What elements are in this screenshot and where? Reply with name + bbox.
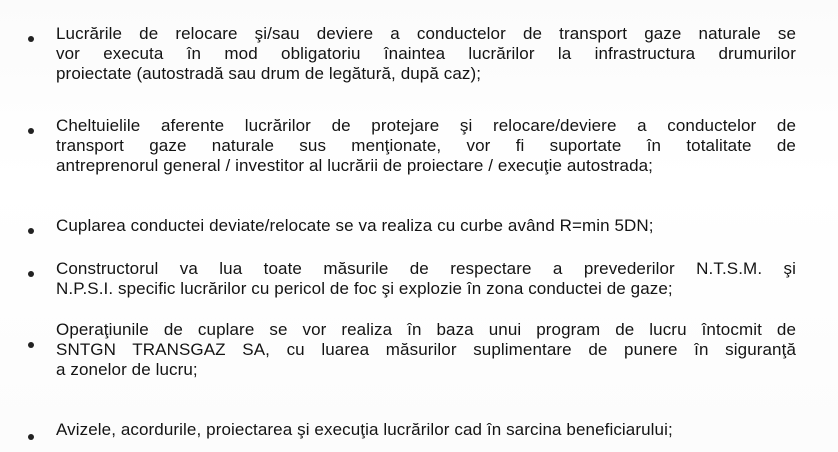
text-line: Cuplarea conductei deviate/relocate se va realiza cu curbe având R=min 5DN; bbox=[56, 216, 654, 235]
bullet-icon bbox=[28, 434, 34, 440]
list-item-text bbox=[56, 420, 796, 440]
text-line: Constructorul va lua toate măsurile de respectare a prevederilor N.T.S.M. şi bbox=[56, 259, 796, 278]
list-item-text bbox=[56, 216, 796, 236]
bullet-icon bbox=[28, 128, 34, 134]
text-line: Operaţiunile de cuplare se vor realiza în baza unui program de lucru întocmit de bbox=[56, 320, 796, 339]
bullet-icon bbox=[28, 342, 34, 348]
bullet-icon bbox=[28, 36, 34, 42]
text-line: N.P.S.I. specific lucrărilor cu pericol de foc şi explozie în zona conductei de gaze; bbox=[56, 279, 673, 298]
text-line: Cheltuielile aferente lucrărilor de protejare şi relocare/deviere a conductelor de bbox=[56, 116, 796, 135]
list-item-text bbox=[56, 24, 796, 84]
list-item-text bbox=[56, 259, 796, 299]
bullet-icon bbox=[28, 271, 34, 277]
list-item-text bbox=[56, 116, 796, 176]
bullet-icon bbox=[28, 228, 34, 234]
text-line: vor executa în mod obligatoriu înaintea lucrărilor la infrastructura drumurilor bbox=[56, 44, 796, 63]
text-line: Avizele, acordurile, proiectarea şi execuţia lucrărilor cad în sarcina beneficiarului; bbox=[56, 420, 673, 439]
text-line: Lucrările de relocare şi/sau deviere a conductelor de transport gaze naturale se bbox=[56, 24, 796, 43]
text-line: antreprenorul general / investitor al lucrării de proiectare / execuţie autostrada; bbox=[56, 156, 654, 175]
list-item-text bbox=[56, 320, 796, 380]
text-line: a zonelor de lucru; bbox=[56, 360, 198, 379]
text-line: SNTGN TRANSGAZ SA, cu luarea măsurilor suplimentare de punere în siguranţă bbox=[56, 340, 796, 359]
text-line: proiectate (autostradă sau drum de legătură, după caz); bbox=[56, 64, 482, 83]
text-line: transport gaze naturale sus menţionate, vor fi suportate în totalitate de bbox=[56, 136, 796, 155]
